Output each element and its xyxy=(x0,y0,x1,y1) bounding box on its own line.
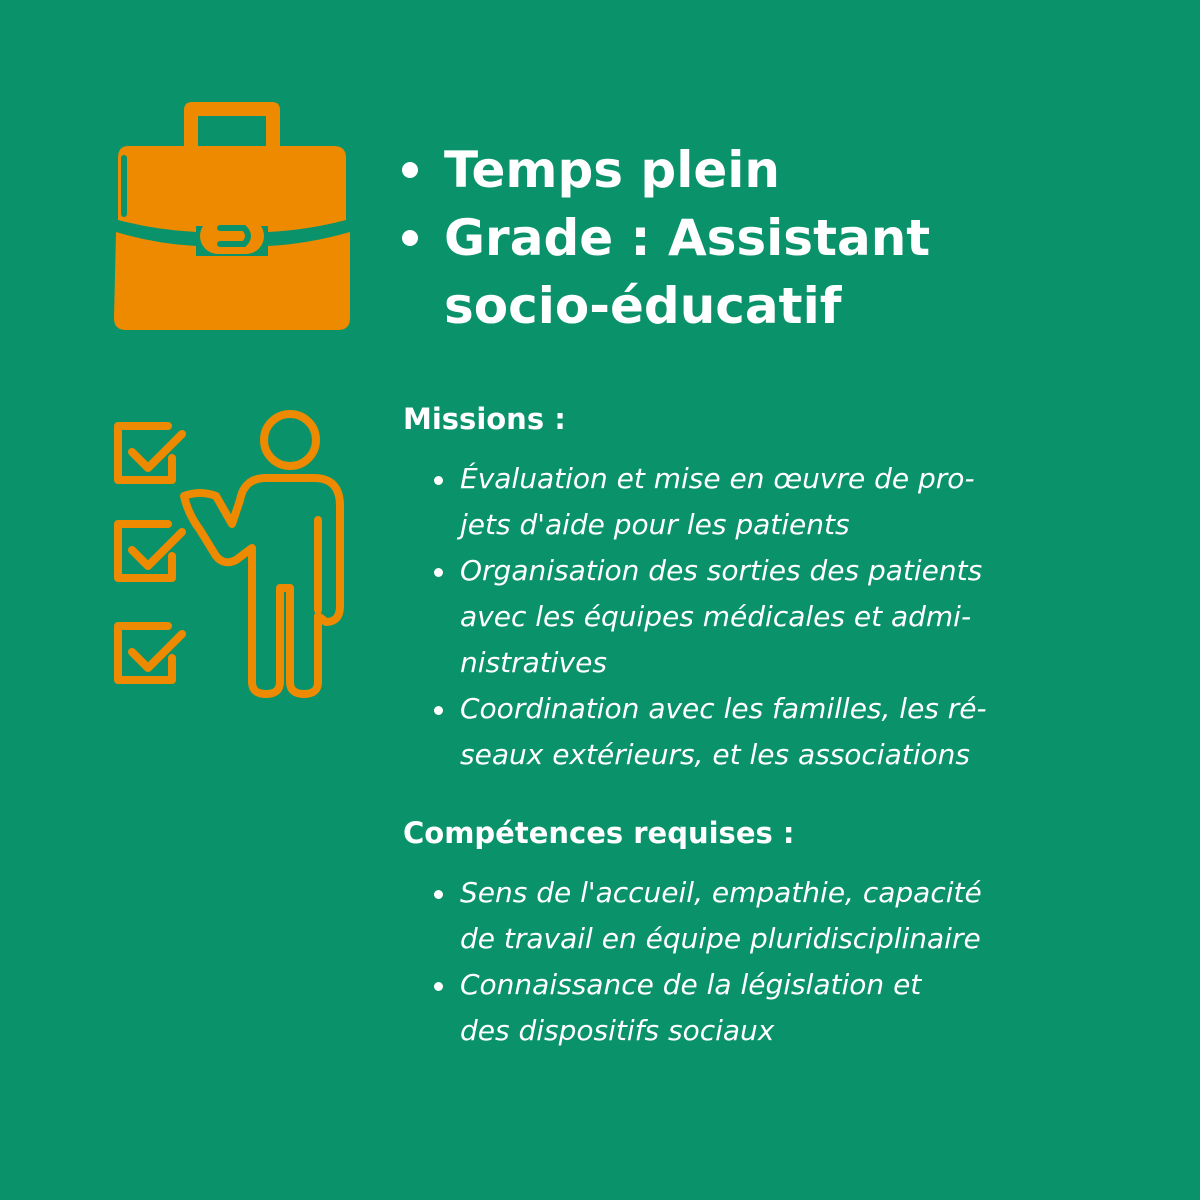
list-item-line: Coordination avec les familles, les ré- xyxy=(460,692,987,725)
list-item-line: seaux extérieurs, et les associations xyxy=(460,738,970,771)
missions-list-item xyxy=(432,456,1132,548)
list-item-line: Organisation des sorties des patients xyxy=(460,554,983,587)
job-summary-line: socio-éducatif xyxy=(444,277,842,335)
competences-list-item xyxy=(432,870,1132,962)
missions-list-item xyxy=(432,548,1132,686)
list-item-line: avec les équipes médicales et admi- xyxy=(460,600,972,633)
competences-list-item xyxy=(432,962,1132,1054)
missions-list xyxy=(432,456,1132,778)
list-item-line: de travail en équipe pluridisciplinaire xyxy=(460,922,981,955)
list-item-line: nistratives xyxy=(460,646,607,679)
competences-heading: Compétences requises : xyxy=(403,816,795,850)
job-summary-line: Grade : Assistant xyxy=(444,209,931,267)
competences-list xyxy=(432,870,1132,1054)
job-summary-list xyxy=(398,136,1098,340)
checklist-presenter-icon xyxy=(104,410,360,700)
briefcase-icon xyxy=(108,96,356,336)
list-item-line: Évaluation et mise en œuvre de pro- xyxy=(460,462,975,495)
list-item-line: jets d'aide pour les patients xyxy=(460,508,850,541)
missions-heading: Missions : xyxy=(403,402,566,436)
missions-list-item xyxy=(432,686,1132,778)
list-item-line: Connaissance de la législation et xyxy=(460,968,922,1001)
job-summary-item xyxy=(398,136,1098,204)
list-item-line: des dispositifs sociaux xyxy=(460,1014,775,1047)
list-item-line: Sens de l'accueil, empathie, capacité xyxy=(460,876,982,909)
job-summary-item xyxy=(398,204,1098,340)
job-summary-line: Temps plein xyxy=(444,141,781,199)
